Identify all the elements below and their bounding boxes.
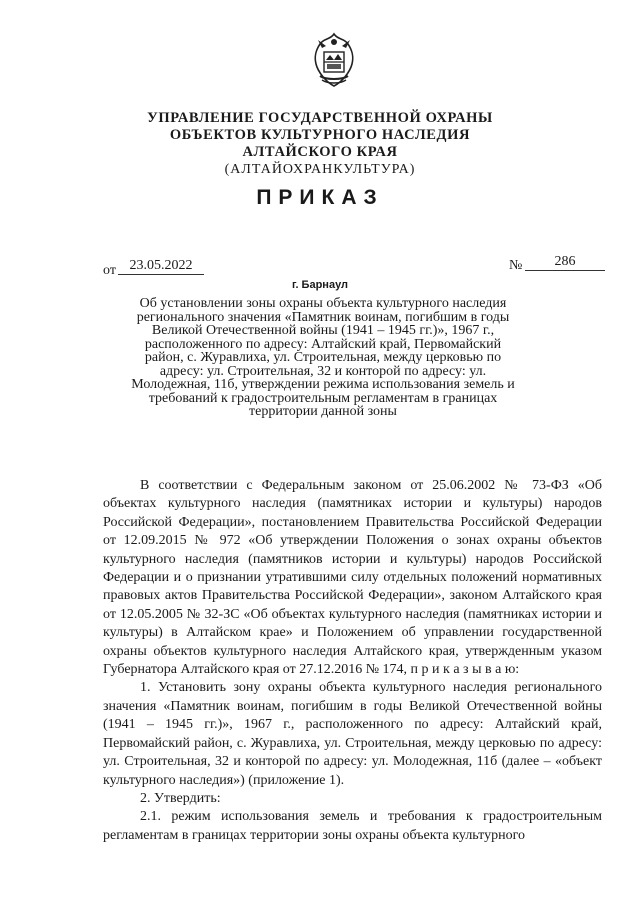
agency-short-name: (АЛТАЙОХРАНКУЛЬТУРА) bbox=[224, 162, 416, 177]
body-paragraph-item-2: 2. Утвердить: bbox=[140, 790, 221, 806]
body-paragraph-item-2-1: 2.1. режим использования земель и требования к градостроительным регламентам в границах территории зоны охраны объекта культурного bbox=[103, 809, 602, 843]
date-prefix: от bbox=[103, 263, 116, 278]
document-title: ПРИКАЗ bbox=[256, 186, 384, 209]
body-paragraph-preamble: В соответствии с Федеральным законом от 25.06.2002 № 73-ФЗ «Об объектах культурного наследия (памятниках истории и культуры) народов Российской Федерации», постановлением Правительства Российской Федерации от 12.09.2015 № 972 «Об утверждении Положения о зонах охраны объектов культурного наследия (памятников истории и культуры) народов Российской Федерации и о признании утратившими силу отдельных положений нормативных правовых актов Правительства Российской Федерации», законом Алтайского края от 12.05.2005 № 32-ЗС «Об объектах культурного наследия (памятниках истории и культуры) в Алтайском крае» и Положением об управлении государственной охраны объектов культурного наследия Алтайского края, утвержденным указом Губернатора Алтайского края от 27.12.2016 № 174, п р и к а з ы в а ю: bbox=[103, 478, 602, 678]
document-subject: Об установлении зоны охраны объекта культурного наследия регионального значения «Памятник воинам, погибшим в годы Великой Отечественной войны (1941 – 1945 гг.)», 1967 г., расположенного по адресу: Алтайский край, Первомайский район, с. Журавлиха, ул. Строительная, между церковью по адресу: ул. Строительная, 32 и конторой по адресу: ул. Молодежная, 11б, утверждении режима использования земель и требований к градостроительным регламентам в границах территории данной зоны bbox=[131, 296, 515, 419]
agency-name bbox=[0, 110, 640, 178]
document-date: 23.05.2022 bbox=[118, 258, 204, 275]
agency-line-1: УПРАВЛЕНИЕ ГОСУДАРСТВЕННОЙ ОХРАНЫ bbox=[147, 110, 493, 126]
coat-of-arms-emblem-icon bbox=[308, 30, 360, 90]
document-number: 286 bbox=[525, 254, 605, 271]
agency-line-3: АЛТАЙСКОГО КРАЯ bbox=[242, 144, 398, 160]
document-city: г. Барнаул bbox=[291, 279, 349, 291]
document-body bbox=[103, 477, 602, 845]
body-paragraph-item-1: 1. Установить зону охраны объекта культурного наследия регионального значения «Памятник воинам, погибшим в годы Великой Отечественной войны (1941 – 1945 гг.)», 1967 г., расположенного по адресу: Алтайский край, Первомайский район, с. Журавлиха, ул. Строительная, между церковью по адресу: ул. Строительная, 32 и конторой по адресу: ул. Молодежная, 11б (далее – «объект культурного наследия») (приложение 1). bbox=[103, 680, 602, 788]
agency-line-2: ОБЪЕКТОВ КУЛЬТУРНОГО НАСЛЕДИЯ bbox=[169, 127, 471, 143]
number-prefix: № bbox=[509, 258, 523, 273]
